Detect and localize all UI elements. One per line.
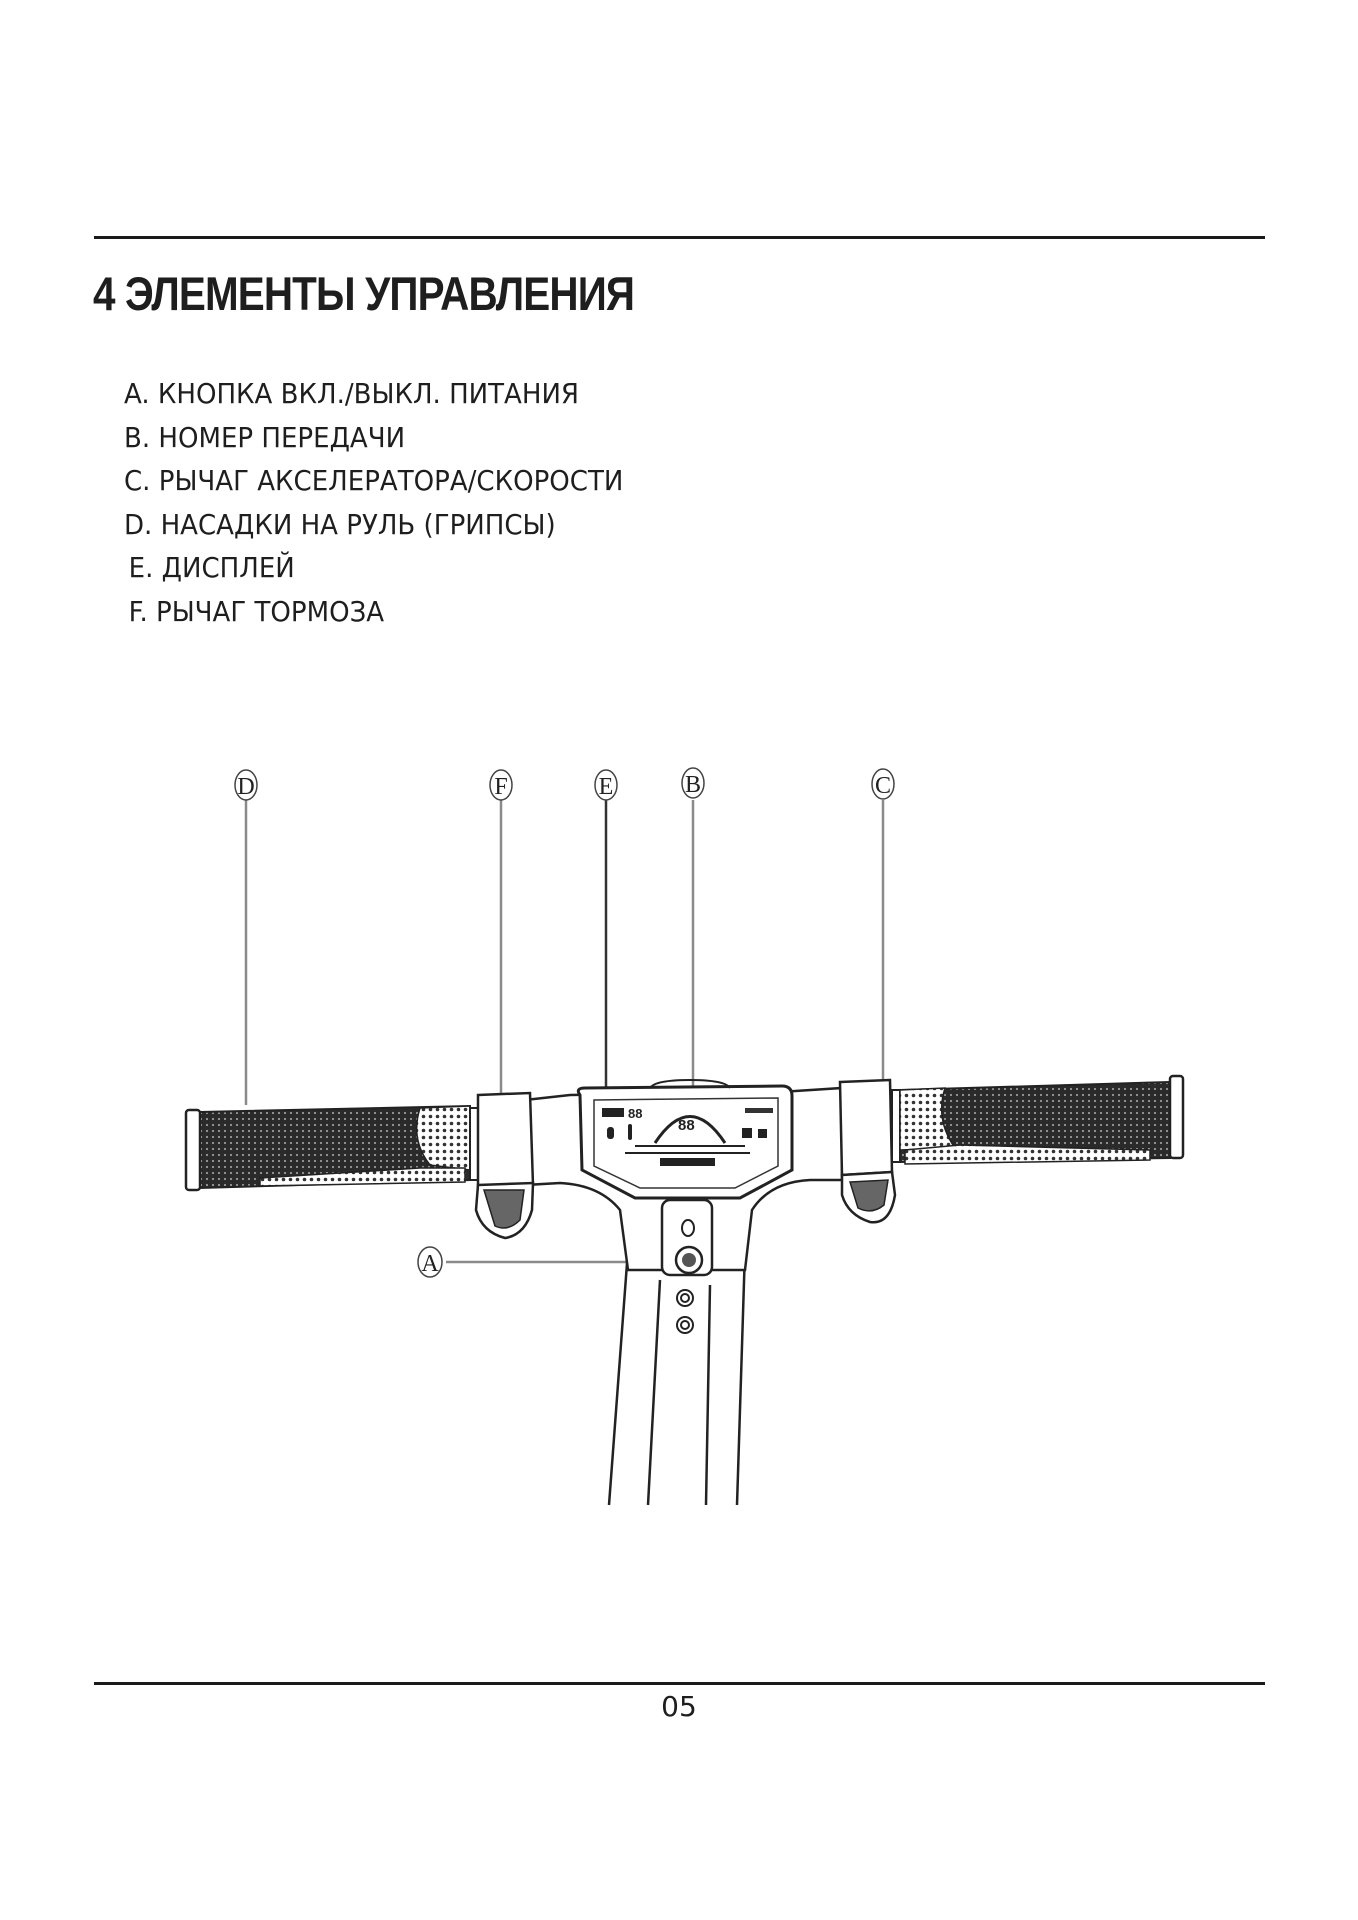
callout-b — [682, 768, 704, 798]
stem-bolts — [677, 1290, 693, 1333]
svg-text:B: B — [684, 772, 702, 798]
legend-item-b: B. НОМЕР ПЕРЕДАЧИ — [124, 420, 406, 454]
throttle-lever — [840, 1080, 895, 1222]
legend-item-c: C. РЫЧАГ АКСЕЛЕРАТОРА/СКОРОСТИ — [124, 464, 624, 497]
svg-text:C: C — [874, 773, 892, 799]
svg-text:F: F — [494, 774, 508, 800]
display-gear: 88 — [678, 1117, 695, 1134]
legend-item-d: D. НАСАДКИ НА РУЛЬ (ГРИПСЫ) — [124, 507, 556, 541]
callout-f — [490, 770, 512, 800]
power-panel — [662, 1200, 712, 1275]
leader-lines — [246, 800, 883, 1262]
callout-e — [595, 770, 617, 800]
section-title: 4 ЭЛЕМЕНТЫ УПРАВЛЕНИЯ — [93, 267, 635, 320]
svg-text:D: D — [237, 774, 255, 800]
brake-lever — [476, 1093, 533, 1238]
bottom-rule — [94, 1682, 1265, 1685]
legend-item-f: F. РЫЧАГ ТОРМОЗА — [128, 594, 385, 628]
svg-text:E: E — [598, 774, 614, 800]
page-number: 05 — [661, 1690, 697, 1723]
svg-text:A: A — [421, 1251, 439, 1277]
right-grip — [892, 1076, 1183, 1164]
steering-stem — [609, 1250, 745, 1505]
callout-c — [872, 769, 894, 799]
display-speed: 88 — [628, 1106, 643, 1121]
legend-item-a: A. КНОПКА ВКЛ./ВЫКЛ. ПИТАНИЯ — [124, 377, 580, 410]
legend-item-e: E. ДИСПЛЕЙ — [128, 551, 295, 584]
left-grip — [186, 1106, 478, 1190]
display-unit — [578, 1080, 792, 1198]
callout-a — [418, 1247, 442, 1277]
callout-d — [235, 770, 257, 800]
